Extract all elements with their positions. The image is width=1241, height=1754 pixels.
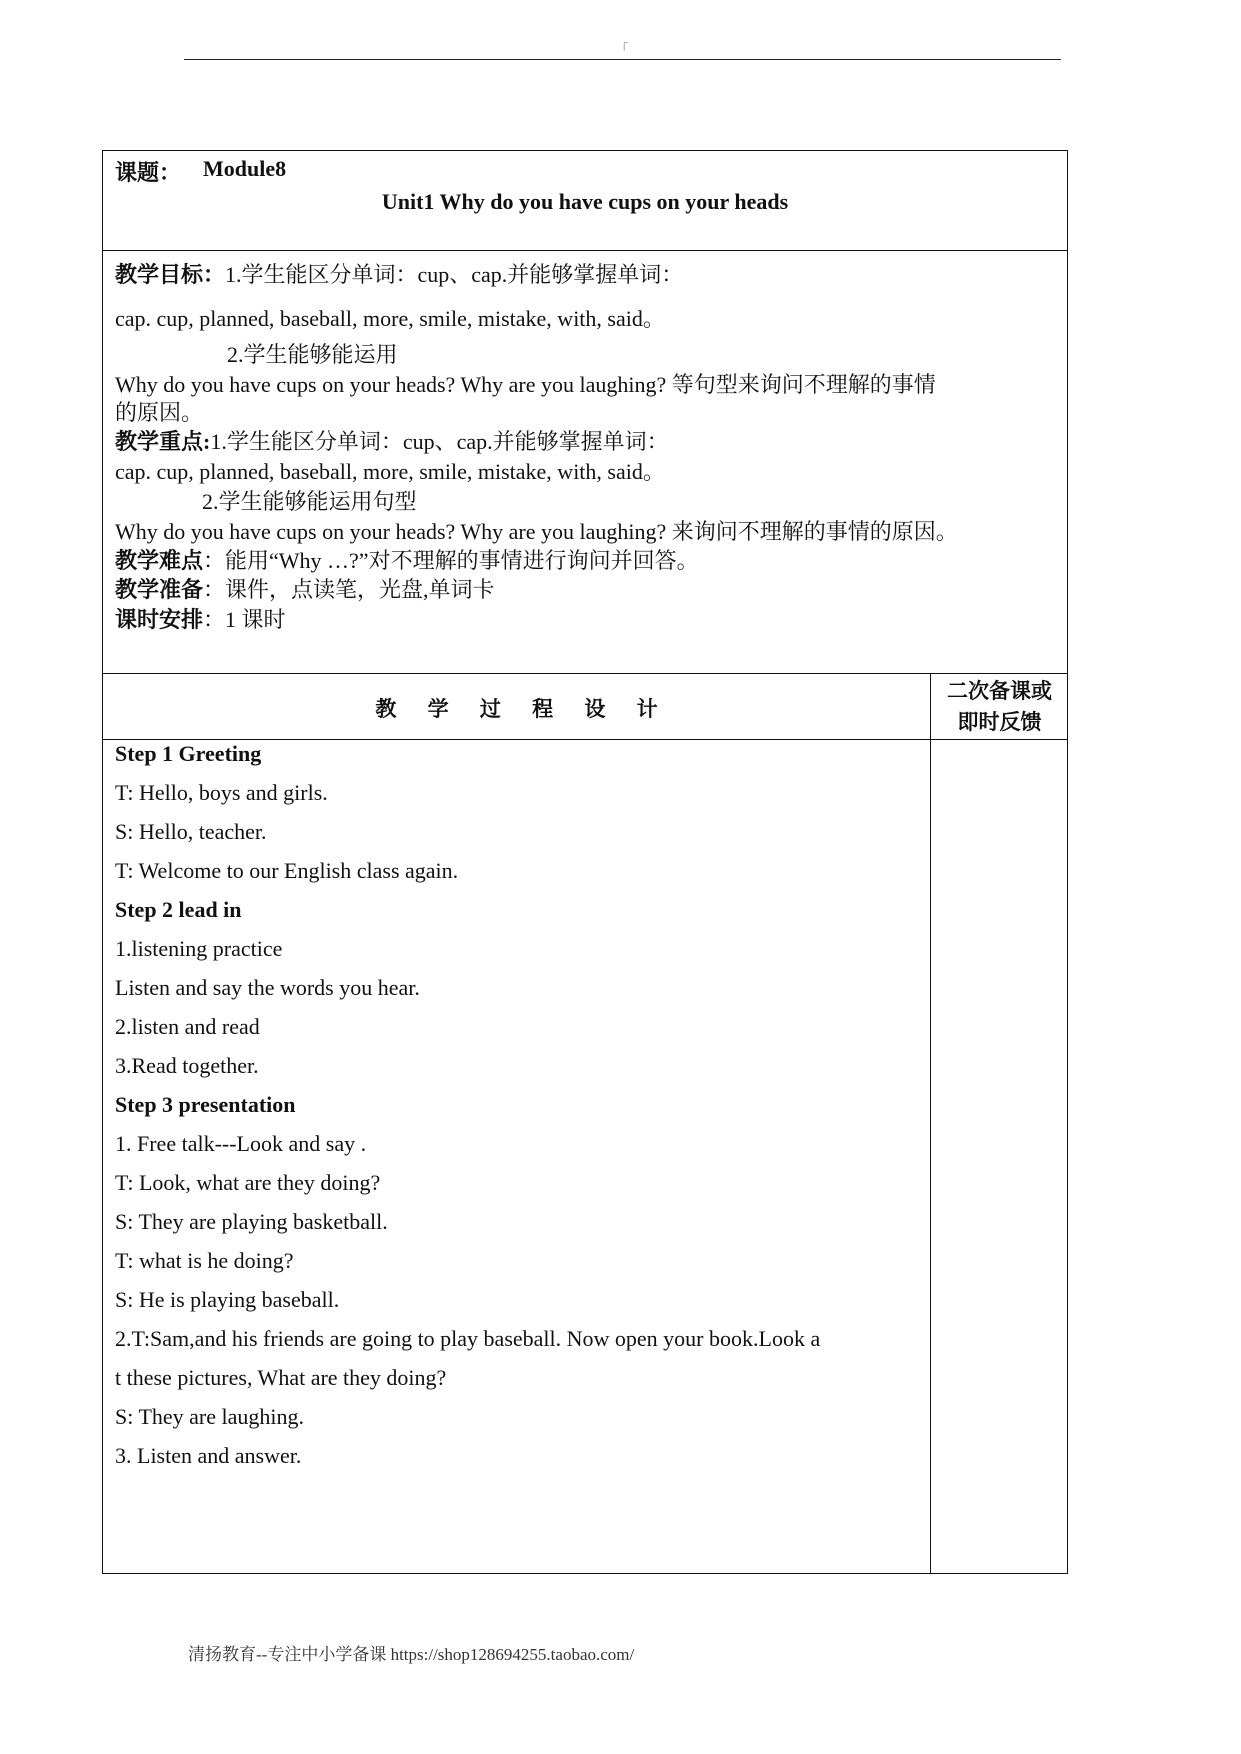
process-title-char: 设 — [584, 697, 606, 721]
difficulty-line — [115, 544, 699, 575]
schedule-text: ：1 课时 — [203, 607, 286, 632]
key-2: 2.学生能够能运用句型 — [202, 489, 417, 514]
step-line: T: what is he doing? — [115, 1248, 294, 1273]
difficulty-label: 教学难点 — [115, 548, 204, 573]
step-line: T: Hello, boys and girls. — [115, 780, 328, 805]
objective-1-words: cap. cup, planned, baseball, more, smile, mistake, with, said。 — [115, 306, 665, 331]
prep-line — [115, 573, 495, 604]
objective-2-sentence: Why do you have cups on your heads? Why are you laughing? 等句型来询问不理解的事情 — [115, 372, 936, 397]
difficulty-text: ：能用“Why …?”对不理解的事情进行询问并回答。 — [203, 548, 699, 573]
schedule-label: 课时安排 — [115, 607, 204, 632]
schedule-line — [115, 603, 286, 634]
title-cell — [103, 151, 1067, 251]
step-line: t these pictures, What are they doing? — [115, 1365, 447, 1390]
step-line: 2.listen and read — [115, 1014, 260, 1039]
unit-title: Unit1 Why do you have cups on your heads — [381, 189, 789, 214]
step-line: 3. Listen and answer. — [115, 1443, 302, 1468]
process-title-char: 教 — [375, 697, 397, 721]
step-line: T: Look, what are they doing? — [115, 1170, 381, 1195]
key-2-sentence: Why do you have cups on your heads? Why are you laughing? 来询问不理解的事情的原因。 — [115, 519, 958, 544]
objective-1: 1.学生能区分单词：cup、cap.并能够掌握单词： — [225, 262, 684, 287]
prep-label: 教学准备 — [115, 577, 204, 602]
column-divider — [930, 673, 931, 1573]
step-line: 2.T:Sam,and his friends are going to play baseball. Now open your book.Look a — [115, 1326, 821, 1351]
process-title-char: 学 — [427, 697, 449, 721]
process-header-row — [103, 673, 1067, 740]
step-line: 1. Free talk---Look and say . — [115, 1131, 367, 1156]
key-1: 1.学生能区分单词：cup、cap.并能够掌握单词： — [210, 429, 669, 454]
process-title-char: 过 — [479, 697, 501, 721]
feedback-header-line-2: 即时反馈 — [957, 710, 1042, 734]
step-heading: Step 1 Greeting — [115, 741, 262, 766]
process-title — [103, 693, 930, 723]
objective-label: 教学目标： — [115, 262, 226, 287]
feedback-header — [930, 673, 1069, 739]
objective-line-1 — [115, 258, 683, 289]
header-mark: 「 — [616, 42, 629, 56]
goals-cell — [103, 250, 1067, 674]
title-label: 课题： — [115, 160, 182, 185]
step-line: 3.Read together. — [115, 1053, 259, 1078]
key-1-words: cap. cup, planned, baseball, more, smile, mistake, with, said。 — [115, 459, 665, 484]
key-label: 教学重点: — [115, 429, 211, 454]
step-line: 1.listening practice — [115, 936, 283, 961]
lesson-plan-table — [102, 150, 1068, 1574]
step-heading: Step 2 lead in — [115, 897, 242, 922]
step-heading: Step 3 presentation — [115, 1092, 296, 1117]
key-line-1 — [115, 425, 669, 456]
objective-2: 2.学生能够能运用 — [227, 342, 398, 367]
feedback-header-line-1: 二次备课或 — [947, 679, 1052, 703]
step-line: S: They are playing basketball. — [115, 1209, 388, 1234]
step-line: T: Welcome to our English class again. — [115, 858, 459, 883]
prep-text: ：课件，点读笔，光盘,单词卡 — [203, 577, 495, 602]
step-line: S: They are laughing. — [115, 1404, 304, 1429]
module-name: Module8 — [203, 156, 287, 181]
process-title-char: 程 — [532, 697, 554, 721]
footer-text: 清扬教育--专注中小学备课 https://shop128694255.taobao.com/ — [188, 1645, 635, 1664]
step-line: S: Hello, teacher. — [115, 819, 267, 844]
header-rule — [184, 59, 1061, 60]
objective-2-tail: 的原因。 — [115, 400, 204, 425]
step-line: Listen and say the words you hear. — [115, 975, 420, 1000]
step-line: S: He is playing baseball. — [115, 1287, 340, 1312]
process-title-char: 计 — [636, 697, 658, 721]
